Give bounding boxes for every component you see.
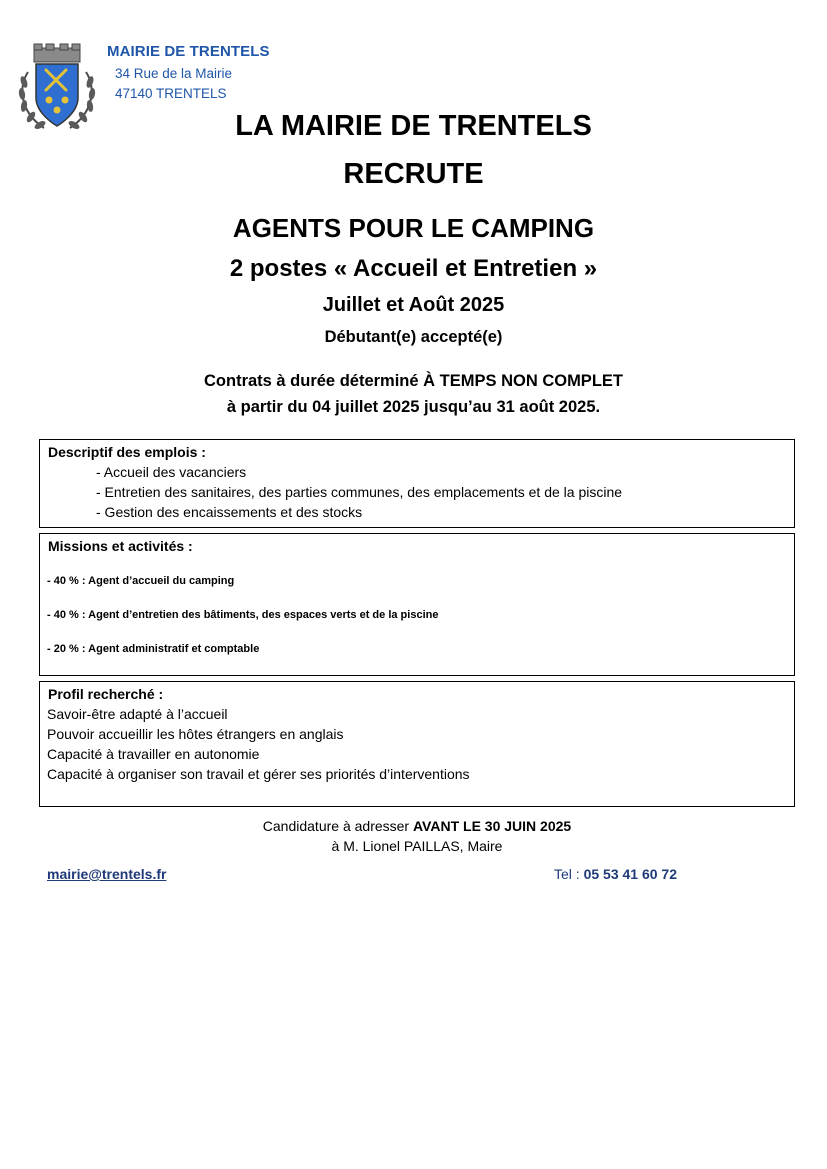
job-beginner-note: Débutant(e) accepté(e) bbox=[324, 328, 503, 346]
mission-text: Agent administratif et comptable bbox=[88, 643, 260, 655]
mission-item bbox=[47, 575, 234, 587]
profil-title: Profil recherché : bbox=[48, 686, 164, 702]
profil-item: Pouvoir accueillir les hôtes étrangers en anglais bbox=[47, 726, 344, 742]
profil-item: Savoir-être adapté à l’accueil bbox=[47, 706, 228, 722]
address-street: 34 Rue de la Mairie bbox=[115, 66, 233, 81]
job-positions: 2 postes « Accueil et Entretien » bbox=[229, 255, 598, 282]
mission-text: Agent d’entretien des bâtiments, des espaces verts et de la piscine bbox=[88, 609, 439, 621]
mission-item bbox=[47, 609, 438, 621]
descriptif-item: - Accueil des vacanciers bbox=[96, 464, 247, 480]
mission-text: Agent d’accueil du camping bbox=[88, 575, 235, 587]
org-name: MAIRIE DE TRENTELS bbox=[107, 43, 270, 60]
missions-box bbox=[39, 533, 795, 676]
descriptif-item: - Entretien des sanitaires, des parties communes, des emplacements et de la piscine bbox=[96, 484, 623, 500]
mission-percent: - 40 % : bbox=[47, 609, 86, 621]
mission-percent: - 40 % : bbox=[47, 575, 86, 587]
descriptif-box bbox=[39, 439, 795, 528]
profil-box bbox=[39, 681, 795, 807]
profil-item: Capacité à organiser son travail et gérer ses priorités d’interventions bbox=[47, 766, 470, 782]
job-period: Juillet et Août 2025 bbox=[322, 294, 505, 316]
page-title-recrute: RECRUTE bbox=[343, 158, 484, 190]
profil-item: Capacité à travailler en autonomie bbox=[47, 746, 260, 762]
descriptif-item: - Gestion des encaissements et des stocks bbox=[96, 504, 363, 520]
address-city: 47140 TRENTELS bbox=[115, 86, 227, 101]
missions-title: Missions et activités : bbox=[48, 538, 193, 554]
tel-number: 05 53 41 60 72 bbox=[583, 866, 677, 882]
mission-item bbox=[47, 643, 259, 655]
phone-contact bbox=[554, 866, 677, 882]
candidature-deadline: AVANT LE 30 JUIN 2025 bbox=[412, 818, 572, 834]
candidature-line bbox=[0, 818, 827, 834]
contract-dates: à partir du 04 juillet 2025 jusqu’au 31 août 2025. bbox=[226, 398, 601, 416]
email-link[interactable]: mairie@trentels.fr bbox=[47, 866, 167, 882]
candidature-addressee: à M. Lionel PAILLAS, Maire bbox=[331, 838, 503, 854]
page-title: LA MAIRIE DE TRENTELS bbox=[235, 110, 592, 142]
descriptif-title: Descriptif des emplois : bbox=[48, 444, 206, 460]
contract-type: Contrats à durée déterminé À TEMPS NON COMPLET bbox=[204, 372, 623, 390]
tel-label: Tel : bbox=[554, 866, 584, 882]
candidature-prefix: Candidature à adresser bbox=[262, 818, 413, 834]
mission-percent: - 20 % : bbox=[47, 643, 86, 655]
job-title: AGENTS POUR LE CAMPING bbox=[232, 213, 595, 243]
